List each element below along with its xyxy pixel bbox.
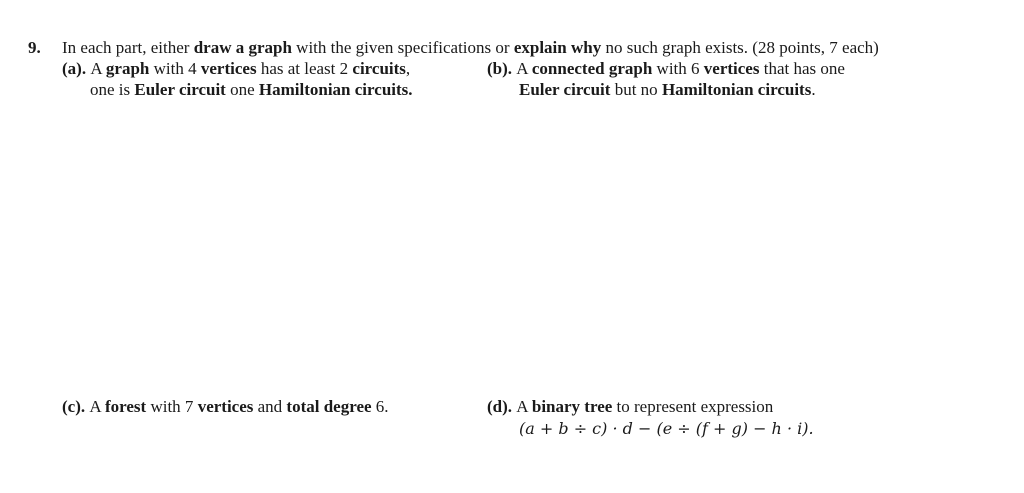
text-run: (b).: [487, 59, 517, 78]
text-run: binary tree: [531, 397, 613, 416]
text-run: A: [516, 397, 532, 416]
text-run: vertices: [703, 59, 760, 78]
text-run: ,: [405, 59, 411, 78]
text-run: graph: [105, 59, 150, 78]
text-run: total degree: [286, 397, 372, 416]
part-b-line2: [519, 80, 816, 100]
part-b-line1: [487, 59, 845, 79]
part-c-line1: [62, 397, 389, 417]
text-run: A: [90, 59, 106, 78]
text-run: Hamiltonian circuits: [661, 80, 812, 99]
text-run: with the given specifications or: [291, 38, 514, 57]
text-run: Euler circuit: [519, 80, 611, 99]
text-run: .: [811, 80, 816, 99]
text-run: with 4: [149, 59, 201, 78]
text-run: (a).: [62, 59, 91, 78]
text-run: A: [516, 59, 532, 78]
part-d-line1: [487, 397, 773, 417]
text-run: vertices: [197, 397, 254, 416]
text-run: (d).: [487, 397, 517, 416]
text-run: forest: [104, 397, 147, 416]
text-run: that has one: [759, 59, 845, 78]
part-b-answer-area[interactable]: [485, 110, 905, 390]
text-run: has at least 2: [256, 59, 353, 78]
text-run: to represent expression: [612, 397, 774, 416]
text-run: In each part, either: [62, 38, 194, 57]
text-run: no such graph exists. (28 points, 7 each): [601, 38, 879, 57]
text-run: Euler circuit: [134, 80, 226, 99]
text-run: but no: [610, 80, 662, 99]
problem-intro: [62, 38, 879, 58]
text-run: circuits: [352, 59, 406, 78]
text-run: with 7: [146, 397, 198, 416]
text-run: one is: [90, 80, 135, 99]
text-run: connected graph: [531, 59, 653, 78]
text-run: explain why: [513, 38, 602, 57]
part-a-line2: [90, 80, 413, 100]
part-a-answer-area[interactable]: [60, 110, 470, 390]
problem-number: 9.: [28, 38, 41, 57]
text-run: 6.: [371, 397, 389, 416]
text-run: and: [253, 397, 287, 416]
text-run: draw a graph: [193, 38, 292, 57]
part-d-expression: (a + b ÷ c) · d − (e ÷ (f + g) − h · i).: [519, 419, 814, 438]
text-run: A: [89, 397, 105, 416]
text-run: vertices: [200, 59, 257, 78]
text-run: (c).: [62, 397, 90, 416]
part-a-line1: [62, 59, 410, 79]
text-run: Hamiltonian circuits.: [258, 80, 413, 99]
text-run: one: [225, 80, 259, 99]
text-run: with 6: [652, 59, 704, 78]
